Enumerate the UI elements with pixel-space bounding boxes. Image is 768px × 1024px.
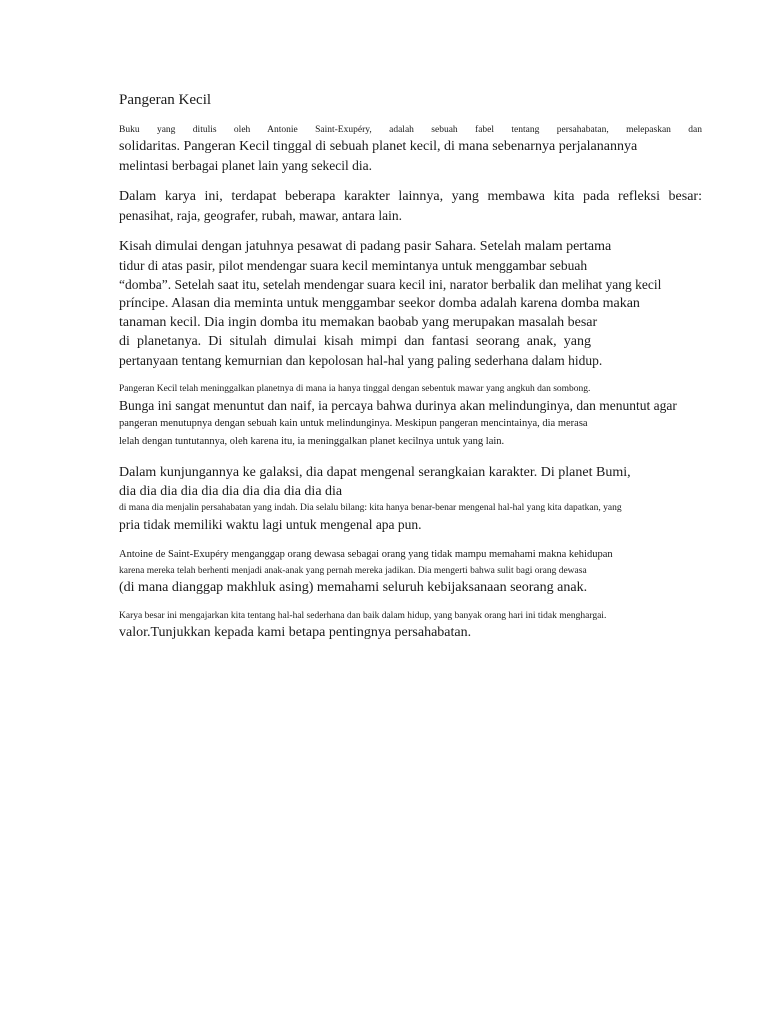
- text-line: “domba”. Setelah saat itu, setelah mendengar suara kecil ini, narator berbalik dan melihat yang kecil: [119, 277, 662, 292]
- paragraph: [119, 123, 702, 175]
- paragraph: [119, 187, 702, 225]
- text-line: dia dia dia dia dia dia dia dia dia dia dia: [119, 484, 343, 499]
- text-line: di mana dia menjalin persahabatan yang indah. Dia selalu bilang: kita hanya benar-benar mengenal hal-hal yang kita dapatkan, yang: [119, 503, 622, 513]
- text-line: tanaman kecil. Dia ingin domba itu memakan baobab yang merupakan masalah besar: [119, 315, 598, 330]
- text-line: pangeran menutupnya dengan sebuah kain untuk melindunginya. Meskipun pangeran mencintainya, dia merasa: [119, 418, 588, 429]
- text-line: melintasi berbagai planet lain yang sekecil dia.: [119, 158, 373, 173]
- document-body: [119, 123, 702, 642]
- text-line: (di mana dianggap makhluk asing) memahami seluruh kebijaksanaan seorang anak.: [119, 580, 588, 595]
- text-line: Buku yang ditulis oleh Antonie Saint-Exupéry, adalah sebuah fabel tentang persahabatan, melepaskan dan: [119, 125, 702, 135]
- paragraph: [119, 546, 702, 597]
- paragraph: [119, 609, 702, 642]
- text-line: Karya besar ini mengajarkan kita tentang hal-hal sederhana dan baik dalam hidup, yang banyak orang hari ini tidak menghargai.: [119, 611, 607, 621]
- text-line: tidur di atas pasir, pilot mendengar suara kecil memintanya untuk menggambar sebuah: [119, 258, 588, 273]
- paragraph: [119, 382, 702, 451]
- document-title: Pangeran Kecil: [119, 92, 212, 108]
- text-line: príncipe. Alasan dia meminta untuk menggambar seekor domba adalah karena domba makan: [119, 296, 640, 311]
- text-line: lelah dengan tuntutannya, oleh karena itu, ia meninggalkan planet kecilnya untuk yang lain.: [119, 436, 505, 447]
- text-line: Dalam karya ini, terdapat beberapa karakter lainnya, yang membawa kita pada refleksi besar:: [119, 189, 702, 204]
- text-line: solidaritas. Pangeran Kecil tinggal di sebuah planet kecil, di mana sebenarnya perjalanannya: [119, 139, 638, 154]
- text-line: Antoine de Saint-Exupéry menganggap orang dewasa sebagai orang yang tidak mampu memahami makna kehidupan: [119, 549, 613, 560]
- text-line: Kisah dimulai dengan jatuhnya pesawat di padang pasir Sahara. Setelah malam pertama: [119, 239, 612, 254]
- text-line: penasihat, raja, geografer, rubah, mawar, antara lain.: [119, 208, 403, 223]
- text-line: Bunga ini sangat menuntut dan naif, ia percaya bahwa durinya akan melindunginya, dan menuntut agar: [119, 398, 677, 413]
- paragraph: [119, 237, 702, 370]
- text-line: Pangeran Kecil telah meninggalkan planetnya di mana ia hanya tinggal dengan sebentuk mawar yang angkuh dan sombong.: [119, 384, 591, 394]
- text-line: valor.Tunjukkan kepada kami betapa pentingnya persahabatan.: [119, 625, 472, 640]
- text-line: pertanyaan tentang kemurnian dan kepolosan hal-hal yang paling sederhana dalam hidup.: [119, 353, 603, 368]
- document-page: [119, 92, 702, 654]
- text-line: di planetanya. Di situlah dimulai kisah mimpi dan fantasi seorang anak, yang: [119, 334, 591, 349]
- paragraph: [119, 463, 702, 534]
- text-line: Dalam kunjungannya ke galaksi, dia dapat mengenal serangkaian karakter. Di planet Bumi,: [119, 465, 631, 480]
- text-line: pria tidak memiliki waktu lagi untuk mengenal apa pun.: [119, 517, 422, 532]
- text-line: karena mereka telah berhenti menjadi anak-anak yang pernah mereka jadikan. Dia mengerti bahwa sulit bagi orang dewasa: [119, 566, 587, 576]
